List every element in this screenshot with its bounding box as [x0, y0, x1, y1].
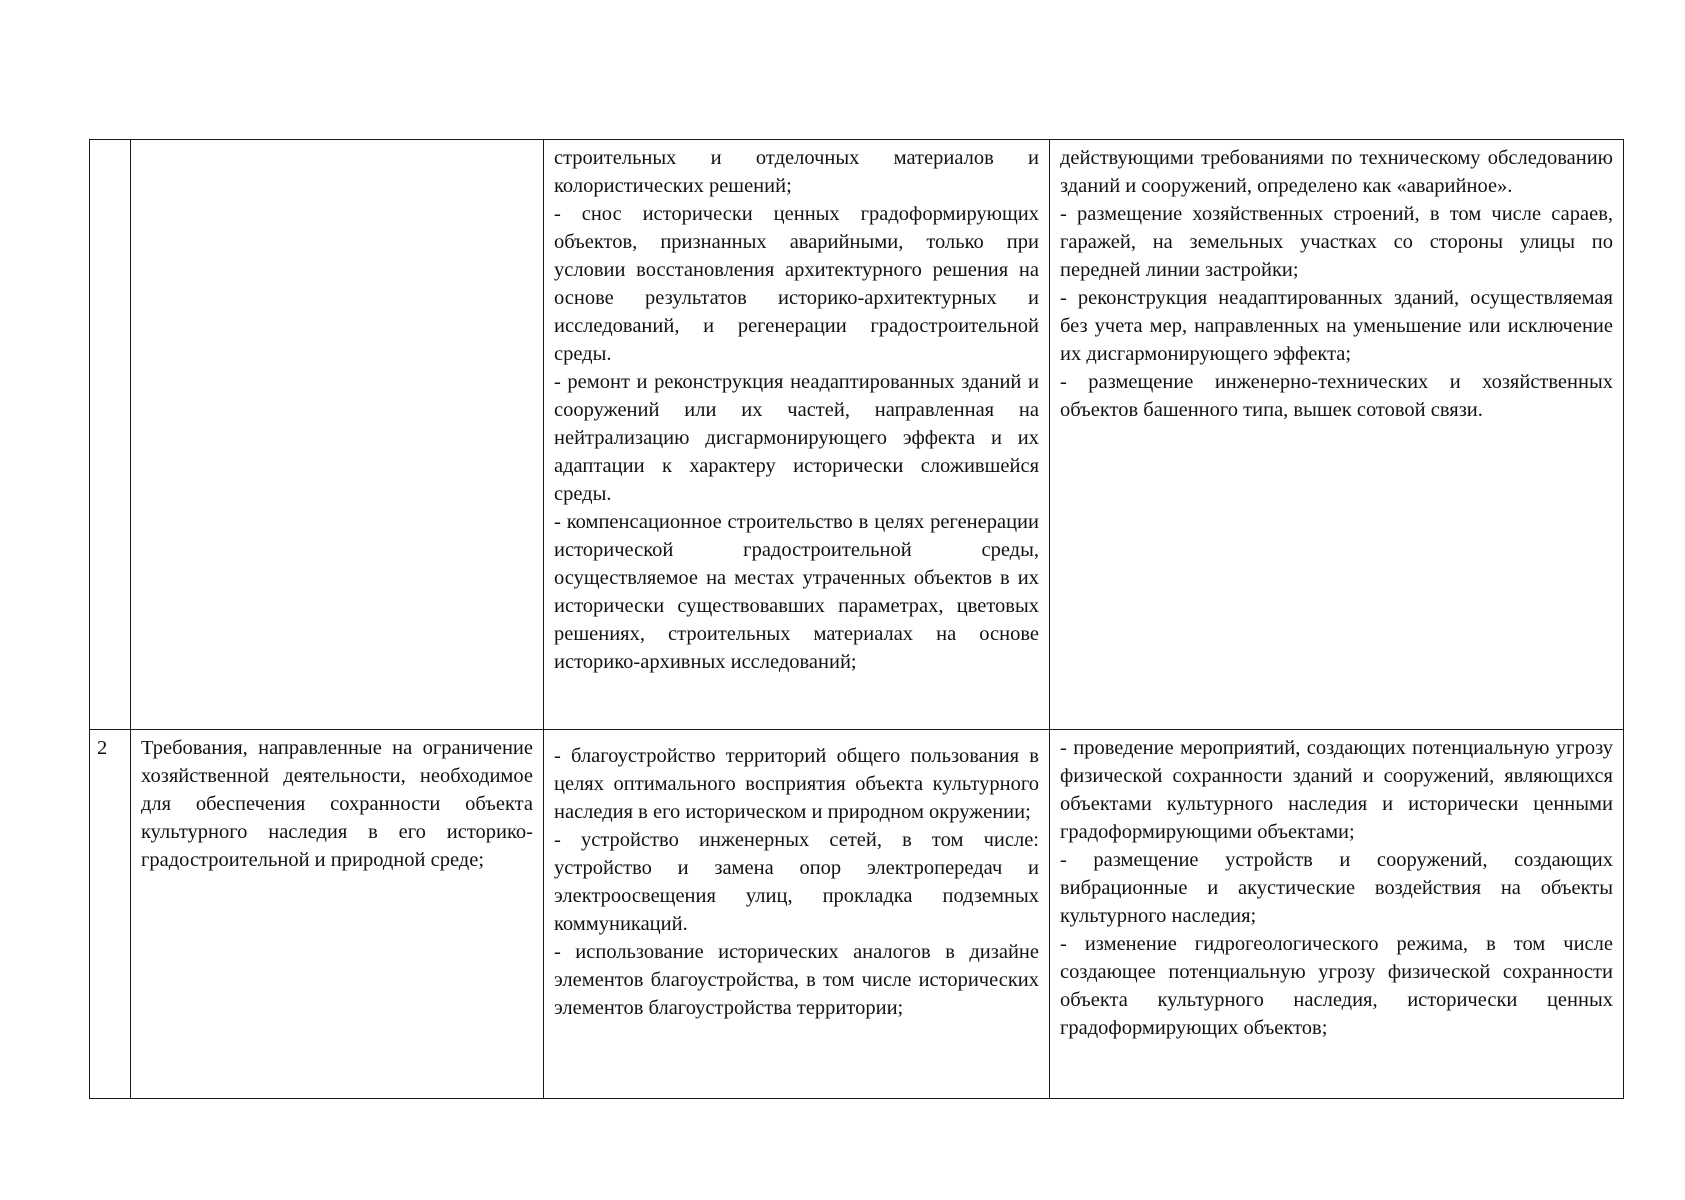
requirement-title-cell — [131, 140, 544, 730]
prohibited-item: - размещение хозяйственных строений, в том числе сараев, гаражей, на земельных участках со стороны улицы по передней линии застройки; — [1060, 203, 1613, 281]
prohibited-activities-cell — [1050, 730, 1624, 1099]
allowed-item: - компенсационное строительство в целях регенерации исторической градостроительной среды, осуществляемое на местах утраченных объектов в их исторически существовавших параметрах, цветовых решениях, строительных материалах на основе историко-архивных исследований; — [554, 511, 1039, 673]
allowed-item: - благоустройство территорий общего пользования в целях оптимального восприятия объекта культурного наследия в его историческом и природном окружении; — [554, 745, 1039, 823]
table-row — [90, 730, 1624, 1099]
allowed-activities-cell — [544, 730, 1050, 1099]
row-number-cell — [90, 140, 131, 730]
prohibited-item: - размещение устройств и сооружений, создающих вибрационные и акустические воздействия на объекты культурного наследия; — [1060, 849, 1613, 927]
allowed-item: - снос исторически ценных градоформирующих объектов, признанных аварийными, только при условии восстановления архитектурного решения на основе результатов историко-архитектурных и исследований, и регенерации градостроительной среды. — [554, 203, 1039, 365]
allowed-item: строительных и отделочных материалов и колористических решений; — [554, 147, 1039, 197]
requirement-title: Требования, направленные на ограничение хозяйственной деятельности, необходимое для обеспечения сохранности объекта культурного наследия в его историко-градостроительной и природной среде; — [141, 737, 533, 871]
allowed-item: - использование исторических аналогов в дизайне элементов благоустройства, в том числе исторических элементов благоустройства территории; — [554, 941, 1039, 1019]
allowed-item: - устройство инженерных сетей, в том числе: устройство и замена опор электропередач и электроосвещения улиц, прокладка подземных коммуникаций. — [554, 829, 1039, 935]
row-number-cell — [90, 730, 131, 1099]
table-row — [90, 140, 1624, 730]
requirements-table — [89, 139, 1624, 1099]
prohibited-item: - проведение мероприятий, создающих потенциальную угрозу физической сохранности зданий и сооружений, являющихся объектами культурного наследия и исторически ценными градоформирующими объектами; — [1060, 737, 1613, 843]
prohibited-item: - реконструкция неадаптированных зданий, осуществляемая без учета мер, направленных на уменьшение или исключение их дисгармонирующего эффекта; — [1060, 287, 1613, 365]
row-number: 2 — [97, 737, 108, 759]
prohibited-activities-cell — [1050, 140, 1624, 730]
requirement-title-cell — [131, 730, 544, 1099]
prohibited-item: - размещение инженерно-технических и хозяйственных объектов башенного типа, вышек сотовой связи. — [1060, 371, 1613, 421]
prohibited-item: действующими требованиями по техническому обследованию зданий и сооружений, определено как «аварийное». — [1060, 147, 1613, 197]
allowed-item: - ремонт и реконструкция неадаптированных зданий и сооружений или их частей, направленная на нейтрализацию дисгармонирующего эффекта и их адаптации к характеру исторически сложившейся среды. — [554, 371, 1039, 505]
allowed-activities-cell — [544, 140, 1050, 730]
prohibited-item: - изменение гидрогеологического режима, в том числе создающее потенциальную угрозу физической сохранности объекта культурного наследия, исторически ценных градоформирующих объектов; — [1060, 933, 1613, 1039]
